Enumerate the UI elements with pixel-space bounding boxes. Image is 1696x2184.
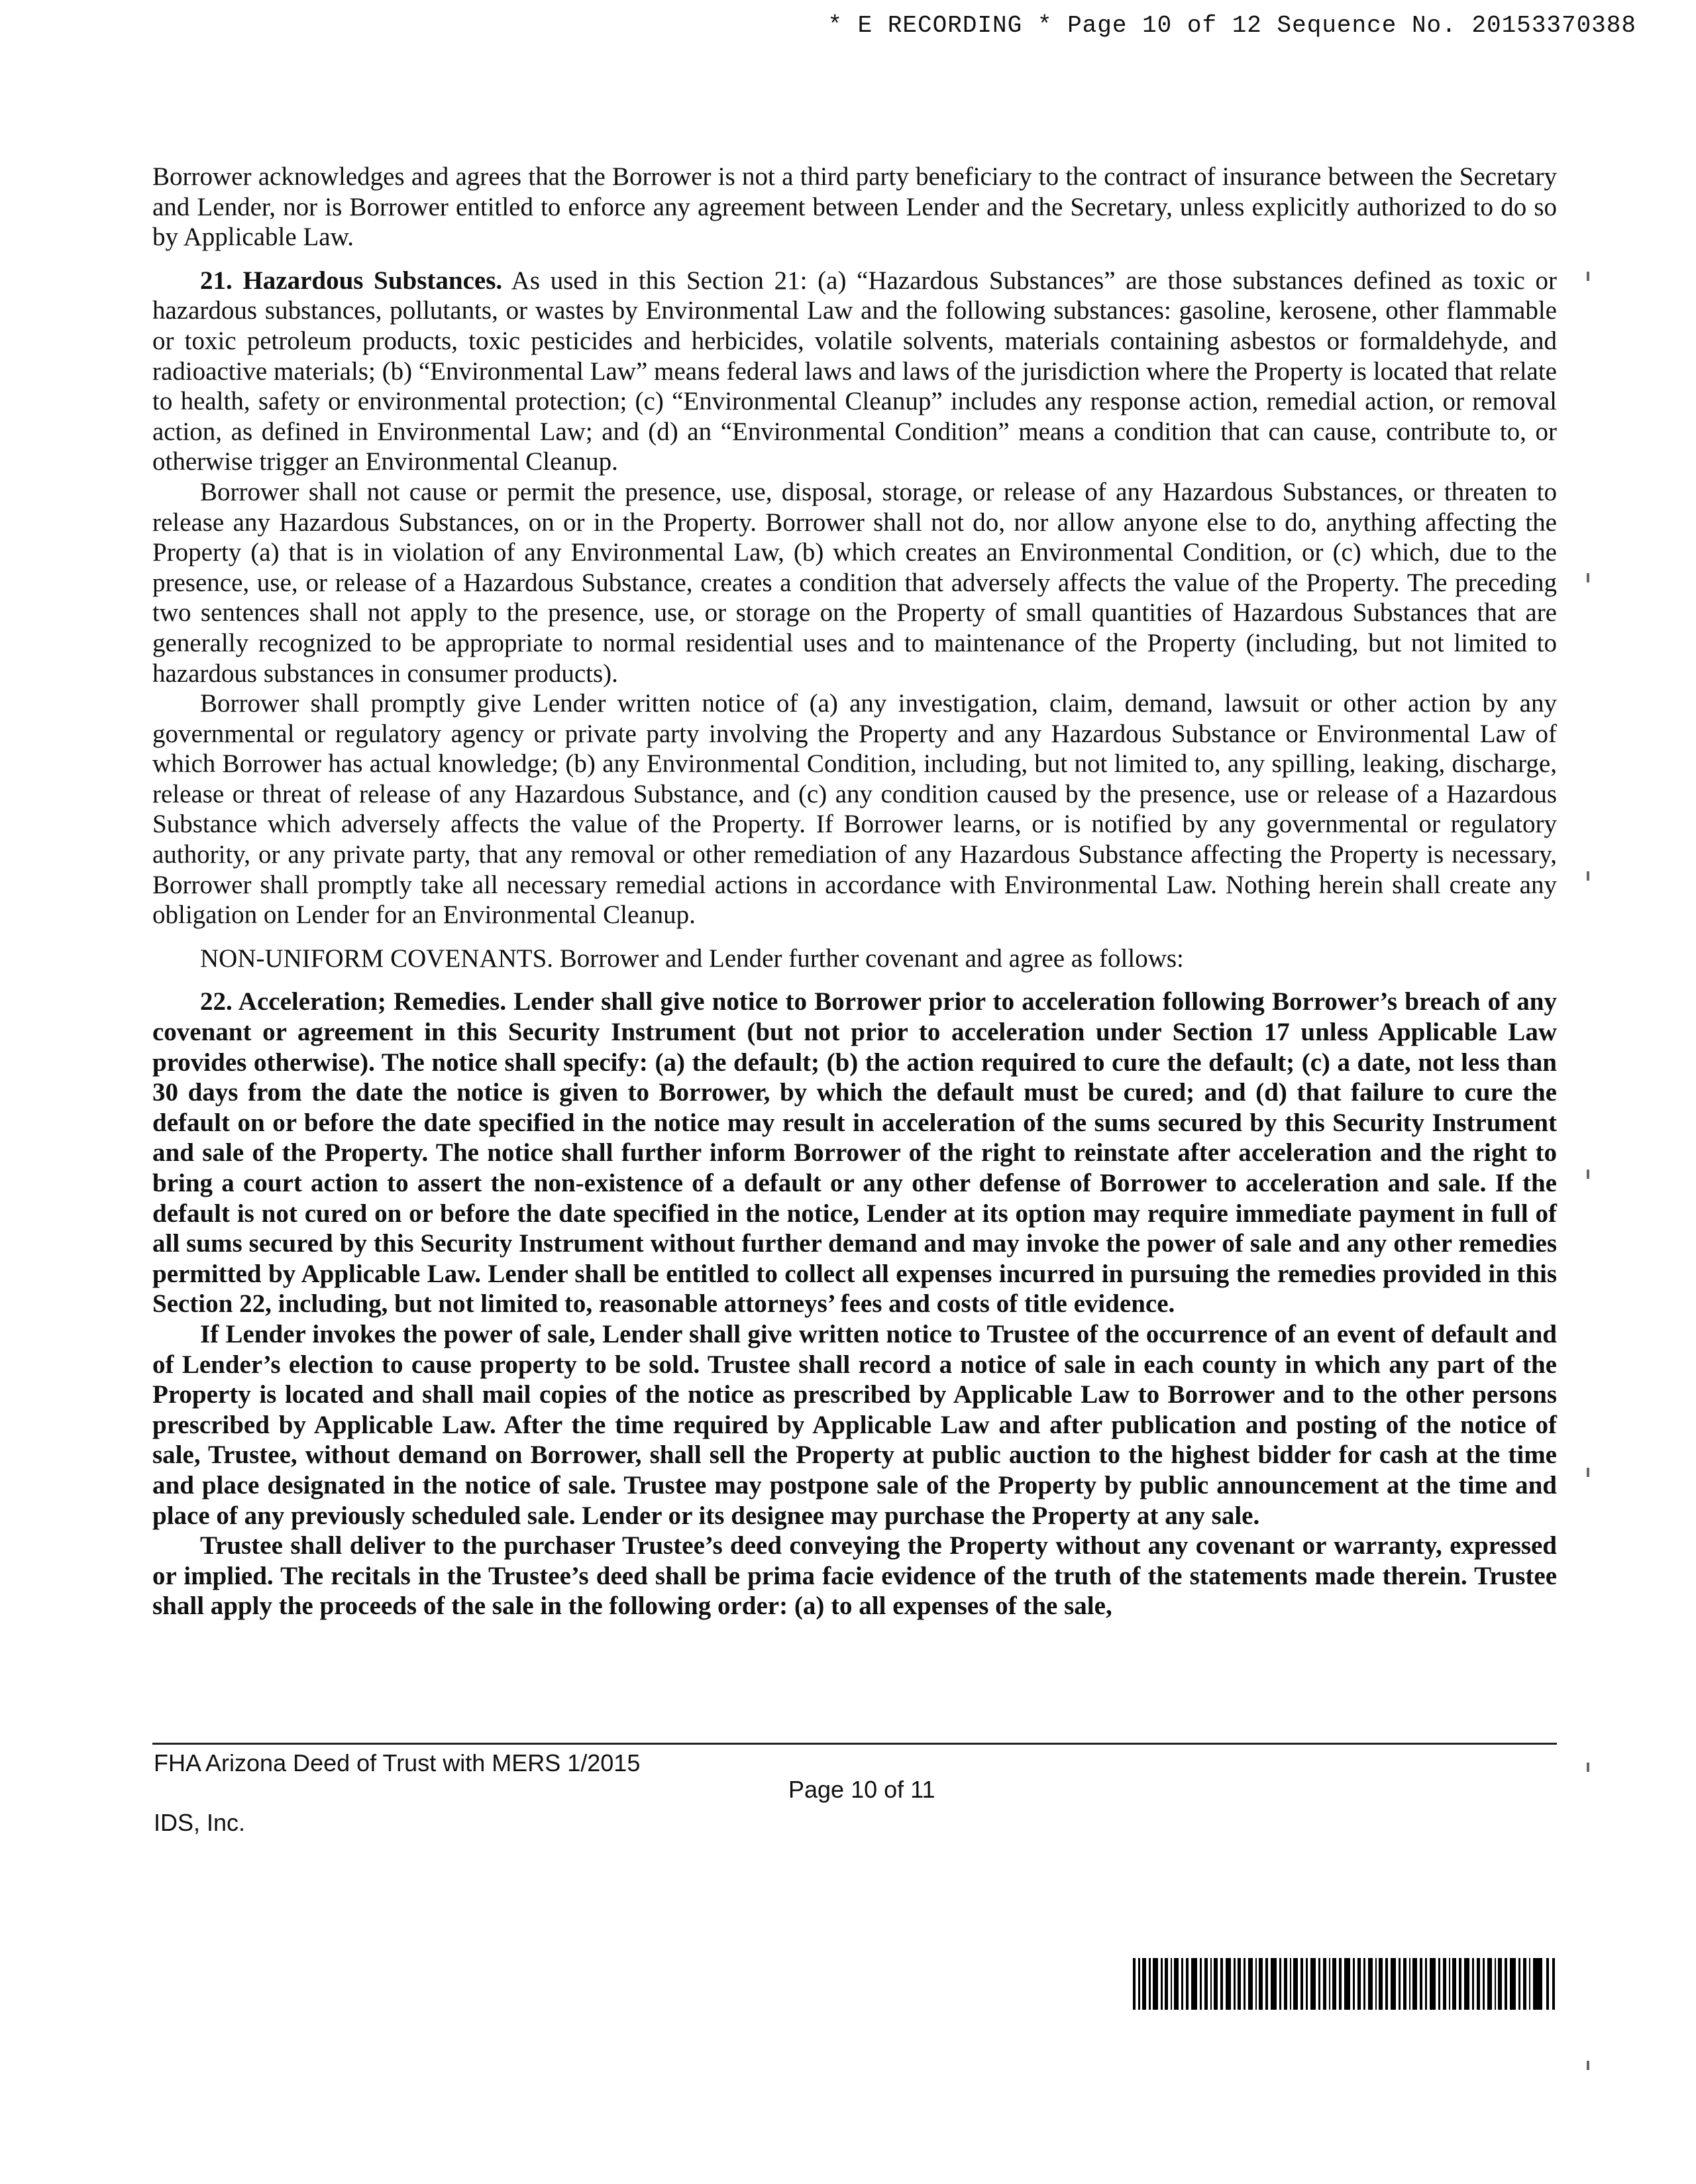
section-22-paragraph-3: Trustee shall deliver to the purchaser Trustee’s deed conveying the Property without any covenant or warranty, expressed or implied. The recitals in the Trustee’s deed shall be prima facie evidence of the truth of the statements made therein. Trustee shall apply the proceeds of the sale in the following order: (a) to all expenses of the sale, <box>152 1531 1557 1621</box>
section-21-paragraph-3: Borrower shall promptly give Lender written notice of (a) any investigation, claim, demand, lawsuit or other action by any governmental or regulatory agency or private party involving the Property and any Hazardous Substance or Environmental Law of which Borrower has actual knowledge; (b) any Environmental Condition, including, but not limited to, any spilling, leaking, discharge, release or threat of release of any Hazardous Substance, and (c) any condition caused by the presence, use or release of a Hazardous Substance which adversely affects the value of the Property. If Borrower learns, or is notified by any governmental or regulatory authority, or any private party, that any removal or other remediation of any Hazardous Substance affecting the Property is necessary, Borrower shall promptly take all necessary remedial actions in accordance with Environmental Law. Nothing herein shall create any obligation on Lender for an Environmental Cleanup. <box>152 689 1557 930</box>
section-21-text: As used in this Section 21: (a) “Hazardous Substances” are those substances defined as toxic or hazardous substances, pollutants, or wastes by Environmental Law and the following substances: gasoline, kerosene, other flammable or toxic petroleum products, toxic pesticides and herbicides, volatile solvents, materials containing asbestos or formaldehyde, and radioactive materials; (b) “Environmental Law” means federal laws and laws of the jurisdiction where the Property is located that relate to health, safety or environmental protection; (c) “Environmental Cleanup” includes any response action, remedial action, or removal action, as defined in Environmental Law; and (d) an “Environmental Condition” means a condition that can cause, contribute to, or otherwise trigger an Environmental Cleanup. <box>152 266 1557 476</box>
document-body <box>152 162 1557 1621</box>
margin-mark <box>1587 871 1589 881</box>
section-22-paragraph-2: If Lender invokes the power of sale, Lender shall give written notice to Trustee of the occurrence of an event of default and of Lender’s election to cause property to be sold. Trustee shall record a notice of sale in each county in which any part of the Property is located and shall mail copies of the notice as prescribed by Applicable Law to Borrower and to the other persons prescribed by Applicable Law. After the time required by Applicable Law and after publication and posting of the notice of sale, Trustee, without demand on Borrower, shall sell the Property at public auction to the highest bidder for cash at the time and place designated in the notice of sale. Trustee may postpone sale of the Property by public announcement at the time and place of any previously scheduled sale. Lender or its designee may purchase the Property at any sale. <box>152 1319 1557 1530</box>
footer-form-name: FHA Arizona Deed of Trust with MERS 1/2015 <box>154 1749 641 1776</box>
footer-divider <box>152 1743 1557 1745</box>
non-uniform-covenants: NON-UNIFORM COVENANTS. Borrower and Lender further covenant and agree as follows: <box>200 944 1184 973</box>
margin-mark <box>1587 1468 1589 1477</box>
margin-mark <box>1587 2061 1589 2070</box>
paragraph-intro: Borrower acknowledges and agrees that the Borrower is not a third party beneficiary to the contract of insurance between the Secretary and Lender, nor is Borrower entitled to enforce any agreement between Lender and the Secretary, unless explicitly authorized to do so by Applicable Law. <box>152 162 1557 252</box>
recording-header: * E RECORDING * Page 10 of 12 Sequence No. 20153370388 <box>827 12 1636 39</box>
section-22-paragraph-1: 22. Acceleration; Remedies. Lender shall give notice to Borrower prior to acceleration following Borrower’s breach of any covenant or agreement in this Security Instrument (but not prior to acceleration under Section 17 unless Applicable Law provides otherwise). The notice shall specify: (a) the default; (b) the action required to cure the default; (c) a date, not less than 30 days from the date the notice is given to Borrower, by which the default must be cured; and (d) that failure to cure the default on or before the date specified in the notice may result in acceleration of the sums secured by this Security Instrument and sale of the Property. The notice shall further inform Borrower of the right to reinstate after acceleration and the right to bring a court action to assert the non-existence of a default or any other defense of Borrower to acceleration and sale. If the default is not cured on or before the date specified in the notice, Lender at its option may require immediate payment in full of all sums secured by this Security Instrument without further demand and may invoke the power of sale and any other remedies permitted by Applicable Law. Lender shall be entitled to collect all expenses incurred in pursuing the remedies provided in this Section 22, including, but not limited to, reasonable attorneys’ fees and costs of title evidence. <box>152 987 1557 1319</box>
section-21-paragraph <box>152 266 1557 477</box>
margin-mark <box>1587 1170 1589 1179</box>
section-21-paragraph-2: Borrower shall not cause or permit the presence, use, disposal, storage, or release of any Hazardous Substances, or threaten to release any Hazardous Substances, on or in the Property. Borrower shall not do, nor allow anyone else to do, anything affecting the Property (a) that is in violation of any Environmental Law, (b) which creates an Environmental Condition, or (c) which, due to the presence, use, or release of a Hazardous Substance, creates a condition that adversely affects the value of the Property. The preceding two sentences shall not apply to the presence, use, or storage on the Property of small quantities of Hazardous Substances that are generally recognized to be appropriate to normal residential uses and to maintenance of the Property (including, but not limited to hazardous substances in consumer products). <box>152 477 1557 688</box>
margin-mark <box>1587 573 1589 582</box>
footer-vendor: IDS, Inc. <box>154 1809 246 1836</box>
margin-mark <box>1587 1763 1589 1772</box>
barcode-icon <box>1133 1958 1557 2010</box>
margin-mark <box>1587 272 1589 281</box>
footer-page-number: Page 10 of 11 <box>788 1776 935 1803</box>
section-21-heading: 21. Hazardous Substances. <box>200 266 503 295</box>
